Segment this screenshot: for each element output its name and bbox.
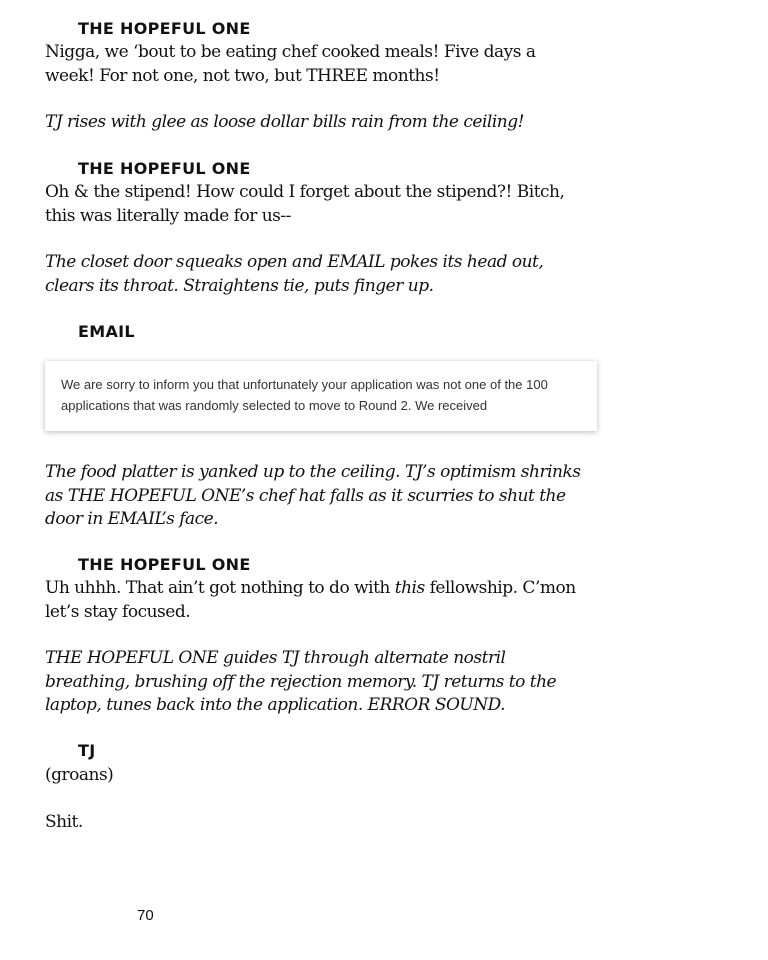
dialogue: Shit. <box>45 812 83 832</box>
character-name: THE HOPEFUL ONE <box>78 159 251 178</box>
dialogue-text: Uh uhhh. That ain’t got nothing to do with <box>45 578 395 598</box>
email-text: We are sorry to inform you that unfortunately your application was not one of the 100 applications that was randomly selected to move to Round 2. We received <box>61 377 548 413</box>
character-name: TJ <box>78 741 96 760</box>
dialogue-emphasis: this <box>394 578 425 598</box>
dialogue <box>45 577 585 624</box>
action-line: The closet door squeaks open and EMAIL pokes its head out, clears its throat. Straightens tie, puts finger up. <box>45 252 544 296</box>
email-screenshot <box>45 361 597 431</box>
character-name: THE HOPEFUL ONE <box>78 19 251 38</box>
dialogue: Oh & the stipend! How could I forget about the stipend?! Bitch, this was literally made for us-- <box>45 182 565 226</box>
action-line: The food platter is yanked up to the ceiling. TJ’s optimism shrinks as THE HOPEFUL ONE’s chef hat falls as it scurries to shut the door in EMAIL’s face. <box>45 462 581 529</box>
action-line: TJ rises with glee as loose dollar bills rain from the ceiling! <box>45 112 524 132</box>
character-name: THE HOPEFUL ONE <box>78 555 251 574</box>
dialogue: Nigga, we ‘bout to be eating chef cooked meals! Five days a week! For not one, not two, but THREE months! <box>45 42 536 86</box>
parenthetical: (groans) <box>45 765 114 785</box>
action-line: THE HOPEFUL ONE guides TJ through alternate nostril breathing, brushing off the rejection memory. TJ returns to the laptop, tunes back into the application. ERROR SOUND. <box>45 648 557 715</box>
page-number: 70 <box>137 907 154 924</box>
dialogue-text: fellowship. C’mon let’s stay focused. <box>45 578 576 622</box>
character-name: EMAIL <box>78 322 135 341</box>
